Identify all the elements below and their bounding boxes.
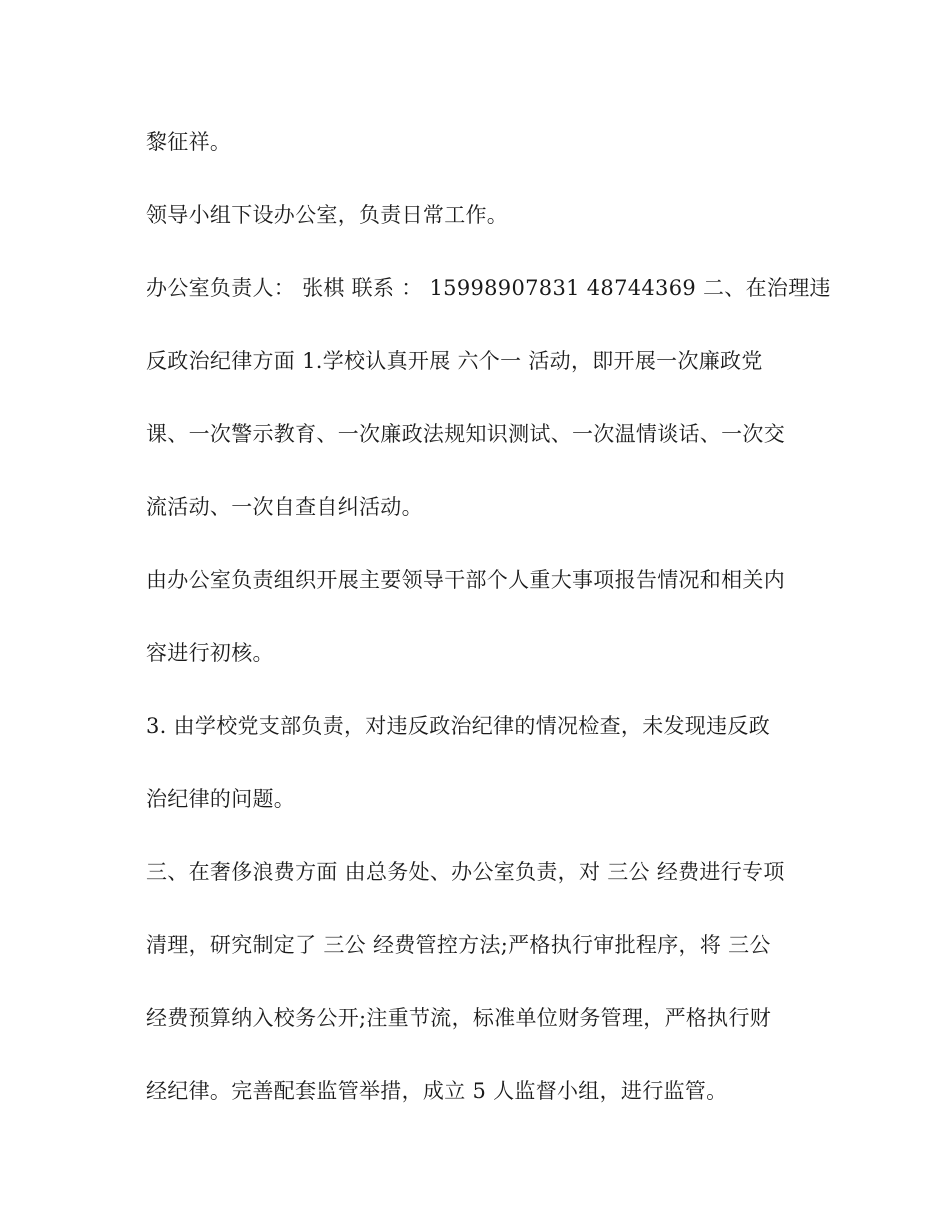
text-line: 三、在奢侈浪费方面 由总务处、办公室负责，对 三公 经费进行专项: [146, 860, 785, 884]
text-line: 清理，研究制定了 三公 经费管控方法;严格执行审批程序，将 三公: [146, 933, 771, 957]
text-line: 课、一次警示教育、一次廉政法规知识测试、一次温情谈话、一次交: [146, 422, 785, 446]
text-line: 办公室负责人： 张棋 联系 ： 15998907831 48744369 二、在治理违: [146, 276, 831, 300]
text-line: 容进行初核。: [146, 641, 274, 665]
text-line: 经费预算纳入校务公开;注重节流，标准单位财务管理，严格执行财: [146, 1006, 772, 1030]
text-line: 黎征祥。: [146, 130, 232, 154]
text-line: 流活动、一次自查自纠活动。: [146, 495, 423, 519]
text-line: 由办公室负责组织开展主要领导干部个人重大事项报告情况和相关内: [146, 568, 785, 592]
text-line: 领导小组下设办公室，负责日常工作。: [146, 203, 509, 227]
text-line: 经纪律。完善配套监管举措，成立 5 人监督小组，进行监管。: [146, 1079, 728, 1103]
text-line: 治纪律的问题。: [146, 787, 296, 811]
text-line: 反政治纪律方面 1.学校认真开展 六个一 活动，即开展一次廉政党: [146, 349, 763, 373]
text-line: 3. 由学校党支部负责，对违反政治纪律的情况检查，未发现违反政: [146, 714, 771, 738]
